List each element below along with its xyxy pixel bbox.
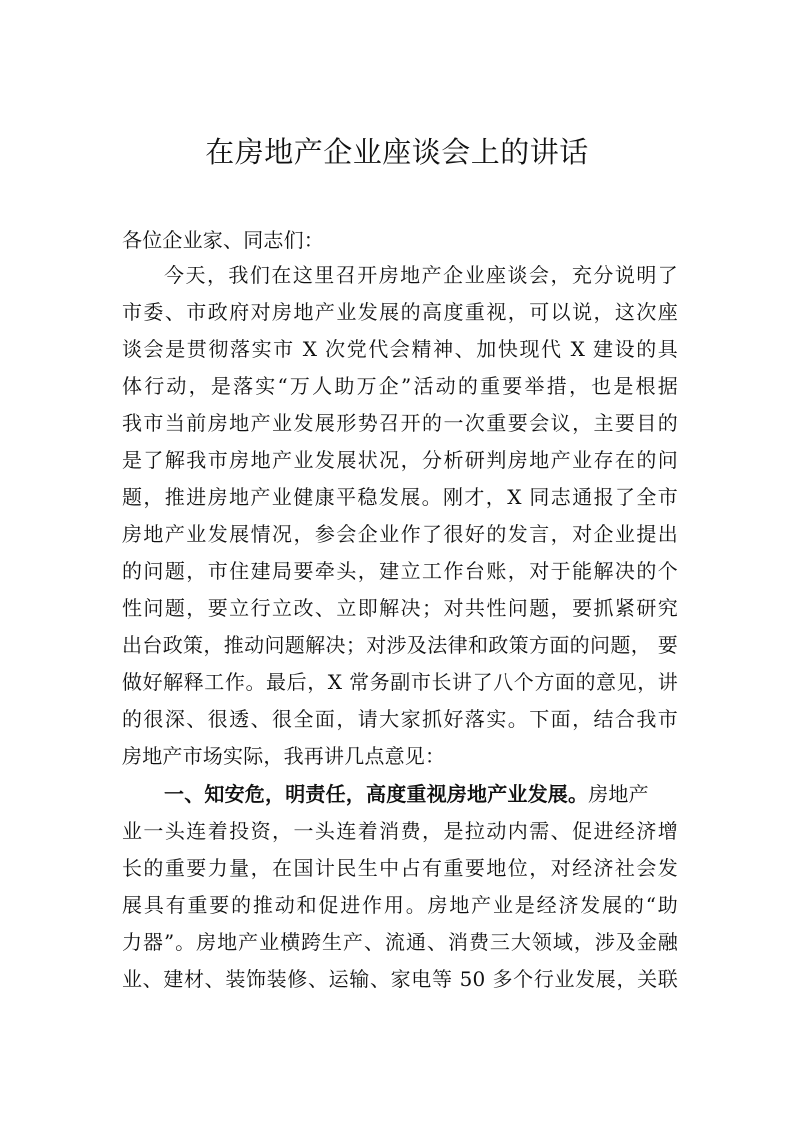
- document-title: 在房地产企业座谈会上的讲话: [205, 135, 589, 169]
- paragraph1-line: 房地产市场实际，我再讲几点意见：: [122, 744, 446, 768]
- section1-heading-tail: 房地产: [588, 782, 649, 806]
- paragraph1-line: 是了解我市房地产业发展状况，分析研判房地产业存在的问: [122, 448, 678, 472]
- paragraph1-line: 出台政策，推动问题解决；对涉及法律和政策方面的问题， 要: [122, 633, 678, 657]
- paragraph1-line: 题，推进房地产业健康平稳发展。刚才，X 同志通报了全市: [122, 485, 678, 509]
- section1-line: 展具有重要的推动和促进作用。房地产业是经济发展的“助: [122, 893, 678, 917]
- paragraph1-line: 做好解释工作。最后，X 常务副市长讲了八个方面的意见，讲: [122, 670, 678, 694]
- greeting: 各位企业家、同志们：: [122, 228, 324, 252]
- paragraph1-line: 性问题，要立行立改、立即解决；对共性问题，要抓紧研究: [122, 596, 678, 620]
- paragraph1-line: 房地产业发展情况，参会企业作了很好的发言，对企业提出: [122, 522, 678, 546]
- section1-line: 业一头连着投资，一头连着消费，是拉动内需、促进经济增: [122, 819, 678, 843]
- section1-line: 长的重要力量，在国计民生中占有重要地位，对经济社会发: [122, 856, 678, 880]
- section1-line: 业、建材、装饰装修、运输、家电等 50 多个行业发展，关联: [122, 967, 678, 991]
- paragraph1-line: 的问题，市住建局要牵头，建立工作台账，对于能解决的个: [122, 559, 678, 583]
- paragraph1-line: 谈会是贯彻落实市 X 次党代会精神、加快现代 X 建设的具: [122, 337, 678, 361]
- paragraph1-line: 今天，我们在这里召开房地产企业座谈会，充分说明了: [164, 263, 678, 287]
- section1-heading-line: [164, 780, 678, 808]
- paragraph1-line: 市委、市政府对房地产业发展的高度重视，可以说，这次座: [122, 300, 678, 324]
- paragraph1-line: 体行动，是落实“万人助万企”活动的重要举措，也是根据: [122, 374, 678, 398]
- paragraph1-line: 的很深、很透、很全面，请大家抓好落实。下面，结合我市: [122, 707, 678, 731]
- section1-line: 力器”。房地产业横跨生产、流通、消费三大领域，涉及金融: [122, 930, 678, 954]
- section1-heading: 一、知安危，明责任，高度重视房地产业发展。: [164, 782, 589, 806]
- paragraph1-line: 我市当前房地产业发展形势召开的一次重要会议，主要目的: [122, 411, 678, 435]
